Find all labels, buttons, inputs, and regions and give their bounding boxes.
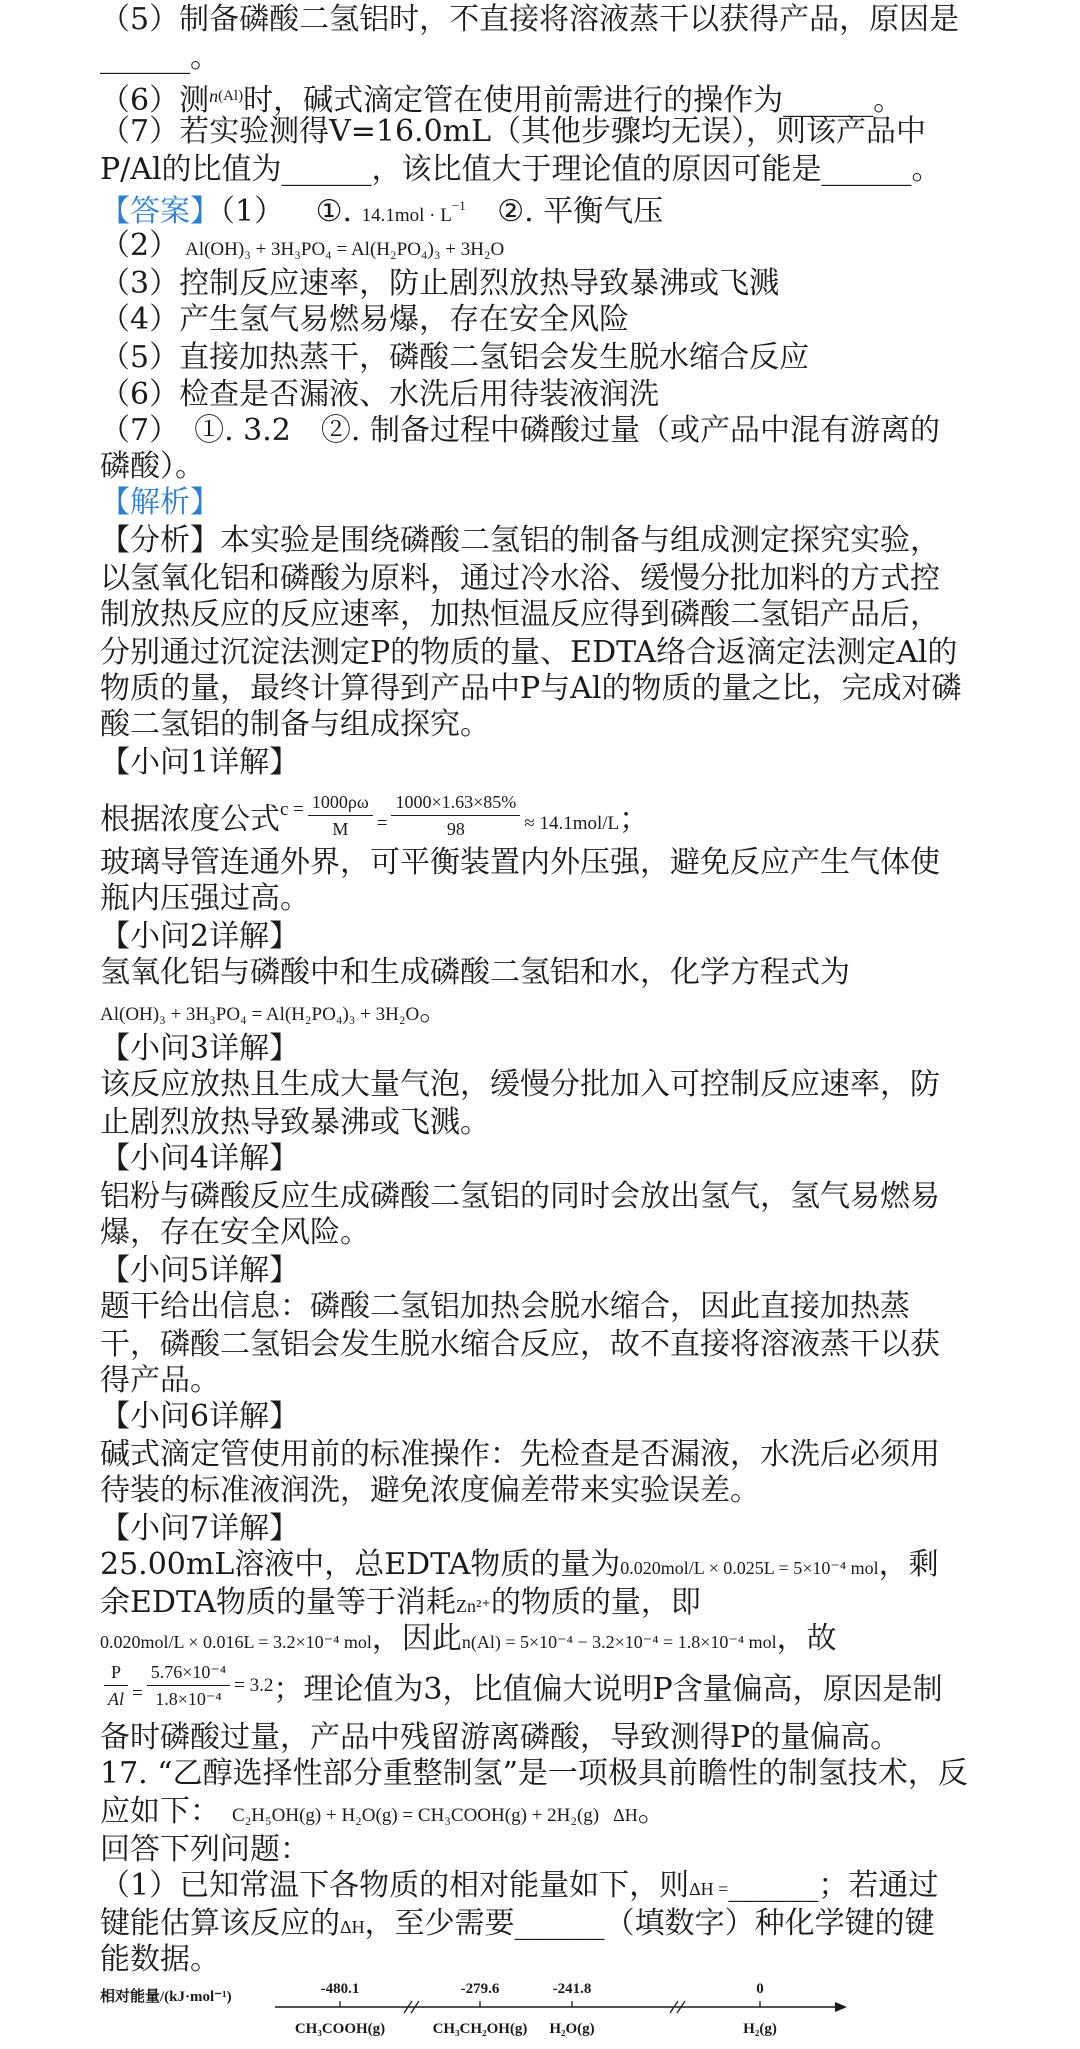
- axis-species-label: CH₃COOH(g): [294, 2021, 386, 2037]
- sub-question-7-line-a: 25.00mL溶液中，总EDTA物质的量为0.020mol/L × 0.025L = 5×10⁻⁴ mol，剩: [100, 1547, 939, 1582]
- sub-question-6-text-a: 碱式滴定管使用前的标准操作：先检查是否漏液，水洗后必须用: [100, 1437, 940, 1472]
- axis-label: 相对能量/(kJ·mol⁻¹): [100, 1989, 232, 2005]
- sub-question-5-text-c: 得产品。: [100, 1363, 220, 1398]
- axis-arrow-icon: [835, 2002, 847, 2012]
- sub-question-6-text-b: 待装的标准液润洗，避免浓度偏差带来实验误差。: [100, 1473, 760, 1508]
- axis-species-label: CH₃CH₂OH(g): [432, 2021, 528, 2037]
- sub-question-3-heading: 【小问3详解】: [100, 1031, 300, 1066]
- fraction-ratio: $\frac{\text{5.76×10⁻⁴}}{\text{1.8×10⁻⁴}}$: [147, 1659, 230, 1712]
- answer-3-line: （3）控制反应速率，防止剧烈放热导致暴沸或飞溅: [100, 266, 780, 301]
- answer-4-line: （4）产生氢气易燃易爆，存在安全风险: [100, 302, 630, 337]
- analysis-p4: 分别通过沉淀法测定P的物质的量、EDTA络合返滴定法测定Al的: [100, 635, 958, 670]
- sub-question-7-line-b: 余EDTA物质的量等于消耗Zn²⁺的物质的量，即: [100, 1585, 701, 1620]
- answer-tag: 【答案】: [100, 194, 220, 229]
- question-5-blank: ______。: [100, 40, 220, 75]
- sub-question-2-equation: Al(OH)₃ + 3H₃PO₄ = Al(H₂PO₄)₃ + 3H₂O。: [100, 993, 450, 1028]
- concentration-formula-line: 根据浓度公式$^{c =}$ $\frac{1000\rho\omega}{M}$ = $\frac{1000\times 1.63\times 85\%}{98}$ ≈ 14.1mol/L；: [100, 782, 1000, 838]
- analysis-p3: 制放热反应的反应速率，加热恒温反应得到磷酸二氢铝产品后，: [100, 597, 940, 632]
- sub-question-4-heading: 【小问4详解】: [100, 1141, 300, 1176]
- analysis-p1: 【分析】本实验是围绕磷酸二氢铝的制备与组成测定探究实验，: [100, 523, 940, 558]
- question-7-line-2: P/Al的比值为______，该比值大于理论值的原因可能是______。: [100, 152, 942, 187]
- analysis-p2: 以氢氧化铝和磷酸为原料，通过冷水浴、缓慢分批加料的方式控: [100, 561, 940, 596]
- sub-question-7-heading: 【小问7详解】: [100, 1511, 300, 1546]
- question-17-line-3: 回答下列问题：: [100, 1832, 310, 1867]
- sub-question-3-text-a: 该反应放热且生成大量气泡，缓慢分批加入可控制反应速率，防: [100, 1067, 940, 1102]
- question-7-line: （7）若实验测得V=16.0mL（其他步骤均无误），则该产品中: [100, 114, 927, 149]
- energy-axis-svg: [100, 1965, 980, 2045]
- question-5-line: （5）制备磷酸二氢铝时，不直接将溶液蒸干以获得产品，原因是: [100, 2, 960, 37]
- sub-question-5-text-b: 干，磷酸二氢铝会发生脱水缩合反应，故不直接将溶液蒸干以获: [100, 1327, 940, 1362]
- axis-value-label: -241.8: [552, 1981, 592, 1997]
- question-17-line-1: 17. “乙醇选择性部分重整制氢”是一项极具前瞻性的制氢技术，反: [100, 1756, 968, 1791]
- sub-question-1-text-b: 瓶内压强过高。: [100, 881, 310, 916]
- sub-question-7-line-e: 备时磷酸过量，产品中残留游离磷酸，导致测得P的量偏高。: [100, 1720, 901, 1755]
- sub-question-3-text-b: 止剧烈放热导致暴沸或飞溅。: [100, 1105, 490, 1140]
- analysis-p5: 物质的量，最终计算得到产品中P与Al的物质的量之比，完成对磷: [100, 671, 962, 706]
- axis-value-label: -279.6: [460, 1981, 500, 1997]
- question-17-line-4: （1）已知常温下各物质的相对能量如下，则ΔH =______；若通过: [100, 1868, 939, 1903]
- energy-axis-diagram: [100, 1965, 980, 2045]
- fraction-p-al: $\frac{P}{Al}$: [104, 1659, 128, 1712]
- sub-question-6-heading: 【小问6详解】: [100, 1399, 300, 1434]
- sub-question-5-heading: 【小问5详解】: [100, 1253, 300, 1288]
- sub-question-7-line-c: 0.020mol/L × 0.016L = 3.2×10⁻⁴ mol，因此n(Al) = 5×10⁻⁴ − 3.2×10⁻⁴ = 1.8×10⁻⁴ mol，故: [100, 1621, 837, 1656]
- axis-value-label: 0: [756, 1981, 764, 1997]
- answer-7-line-2: 磷酸）。: [100, 449, 205, 484]
- answer-6-line: （6）检查是否漏液、水洗后用待装液润洗: [100, 377, 660, 412]
- fraction-1: $\frac{1000\rho\omega}{M}$: [308, 789, 373, 842]
- sub-question-2-heading: 【小问2详解】: [100, 919, 300, 954]
- sub-question-7-line-d: $\frac{P}{Al}$ = $\frac{\text{5.76×10⁻⁴}}{\text{1.8×10⁻⁴}}$ $^{= 3.2}$；理论值为3，比值偏大说明P含量偏高，原因是制: [100, 1658, 1000, 1714]
- sub-question-4-text-b: 爆，存在安全风险。: [100, 1215, 370, 1250]
- sub-question-4-text-a: 铝粉与磷酸反应生成磷酸二氢铝的同时会放出氢气，氢气易燃易: [100, 1179, 940, 1214]
- question-17-line-2: 应如下： C₂H₅OH(g) + H₂O(g) = CH₃COOH(g) + 2H₂(g) ΔH。: [100, 1794, 668, 1829]
- answer-5-line: （5）直接加热蒸干，磷酸二氢铝会发生脱水缩合反应: [100, 340, 810, 375]
- sub-question-1-heading: 【小问1详解】: [100, 745, 300, 780]
- axis-species-label: H₂(g): [743, 2021, 777, 2037]
- answer-1-line: 【答案】（1） ①. $14.1mol \cdot L^{-1}$ ②. 平衡气压: [100, 194, 664, 229]
- analysis-tag: 【解析】: [100, 485, 220, 520]
- question-17-line-6: 能数据。: [100, 1942, 220, 1977]
- answer-2-line: （2） Al(OH)₃ + 3H₃PO₄ = Al(H₂PO₄)₃ + 3H₂O: [100, 228, 505, 263]
- answer-7-line: （7） ①. 3.2 ②. 制备过程中磷酸过量（或产品中混有游离的: [100, 413, 940, 448]
- question-17-line-5: 键能估算该反应的ΔH，至少需要______（填数字）种化学键的键: [100, 1906, 935, 1941]
- sub-question-1-text-a: 玻璃导管连通外界，可平衡装置内外压强，避免反应产生气体使: [100, 845, 940, 880]
- question-6-line: （6）测$^{n(Al)}$时，碱式滴定管在使用前需进行的操作为______。: [100, 83, 904, 118]
- fraction-2: $\frac{1000\times 1.63\times 85\%}{98}$: [391, 789, 520, 842]
- sub-question-5-text-a: 题干给出信息：磷酸二氢铝加热会脱水缩合，因此直接加热蒸: [100, 1289, 910, 1324]
- sub-question-2-text: 氢氧化铝与磷酸中和生成磷酸二氢铝和水，化学方程式为: [100, 955, 850, 990]
- analysis-p6: 酸二氢铝的制备与组成探究。: [100, 707, 490, 742]
- axis-species-label: H₂O(g): [549, 2021, 595, 2037]
- axis-value-label: -480.1: [320, 1981, 360, 1997]
